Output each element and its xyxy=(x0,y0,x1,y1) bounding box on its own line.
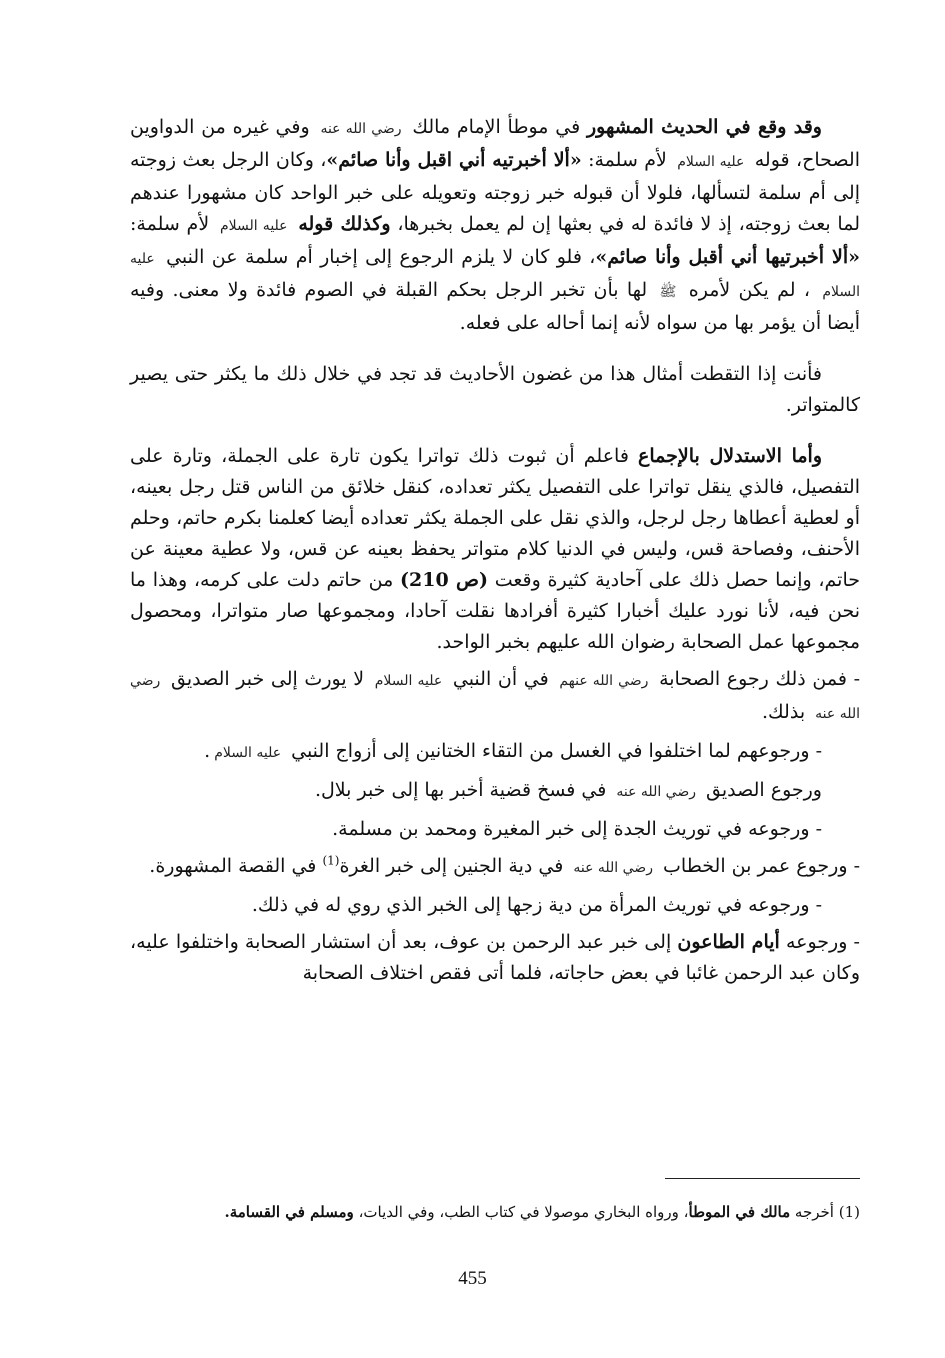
bold-phrase: مالك في الموطأ xyxy=(688,1203,791,1221)
honorific-symbol: عليه السلام xyxy=(677,154,745,170)
list-item: - ورجوعه في توريث الجدة إلى خبر المغيرة ومحمد بن مسلمة. xyxy=(332,818,822,840)
bold-quote: «ألا أخبرتيه أني اقبل وأنا صائم» xyxy=(326,149,582,171)
list-item: ورجوع الصديق رضي الله عنه في فسخ قضية أخبر بها إلى خبر بلال. xyxy=(314,779,822,801)
honorific-symbol: رضي الله عنه xyxy=(616,784,696,800)
footnote-number: (1) xyxy=(838,1203,860,1221)
list-item: - ورجوعهم لما اختلفوا في الغسل من التقاء الختانين إلى أزواج النبي عليه السلام. xyxy=(204,740,822,762)
list-item: - فمن ذلك رجوع الصحابة رضي الله عنهم في أن النبي عليه السلام لا يورث إلى خبر الصديق رضي الله عنه بذلك. xyxy=(130,668,860,723)
honorific-symbol: رضي الله عنه xyxy=(130,673,860,722)
honorific-symbol: رضي الله عنهم xyxy=(559,673,649,689)
page-number: 455 xyxy=(458,1268,487,1289)
paragraph-tawatur: فأنت إذا التقطت أمثال هذا من غضون الأحاديث قد تجد في خلال ذلك ما يكثر حتى يصير كالمتواتر. xyxy=(130,363,860,416)
footnote: (1) أخرجه مالك في الموطأ، ورواه البخاري موصولا في كتاب الطب، وفي الديات، ومسلم في القسامة. xyxy=(224,1203,860,1221)
list-item: - ورجوع عمر بن الخطاب رضي الله عنه في دية الجنين إلى خبر الغرة$^{(1)}$ في القصة المشهورة. xyxy=(149,853,860,877)
list-item: - ورجوعه أيام الطاعون إلى خبر عبد الرحمن بن عوف، بعد أن استشار الصحابة واختلفوا عليه، وكان عبد الرحمن غائبا في بعض حاجاته، فلما أتى فقص اختلاف الصحابة xyxy=(130,931,860,984)
bold-phrase: ومسلم في القسامة. xyxy=(224,1203,354,1221)
page-body xyxy=(130,112,860,995)
footnote-divider xyxy=(665,1178,860,1179)
honorific-symbol: عليه السلام xyxy=(374,673,443,689)
bold-phrase: وأما الاستدلال بالإجماع xyxy=(638,445,822,467)
bold-phrase: وقد وقع في الحديث المشهور xyxy=(586,116,822,138)
paragraph-hadith: وقد وقع في الحديث المشهور في موطأ الإمام مالك رضي الله عنه وفي غيره من الدواوين الصحاح، قوله عليه السلام لأم سلمة: «ألا أخبرتيه أني اقبل وأنا صائم»، وكان الرجل بعث زوجته إلى أم سلمة لتسألها، فلولا أن قبوله خبر زوجته وتعويله على خبر الواحد كان مشهورا عندهم لما بعث زوجته، إذ لا فائدة له في بعثها إن لم يعمل بخبرها، وكذلك قوله عليه السلام لأم سلمة: «ألا أخبرتيها أني أقبل وأنا صائم»، فلو كان لا يلزم الرجوع إلى إخبار أم سلمة عن النبي عليه السلام ، لم يكن لأمره ﷺ لها بأن تخبر الرجل بحكم القبلة في الصوم فائدة ولا معنى. وفيه أيضا أن يؤمر بها من سواه لأنه إنما أحاله على فعله. xyxy=(130,116,861,334)
bold-quote: «ألا أخبرتيها أني أقبل وأنا صائم» xyxy=(595,246,860,268)
honorific-symbol: ﷺ xyxy=(659,284,677,300)
honorific-symbol: رضي الله عنه xyxy=(573,860,653,876)
honorific-symbol: عليه السلام xyxy=(130,251,861,300)
honorific-symbol: عليه السلام xyxy=(214,745,282,761)
honorific-symbol: رضي الله عنه xyxy=(320,121,402,137)
bold-phrase: أيام الطاعون xyxy=(677,931,780,953)
footnote-marker[interactable]: (1) xyxy=(322,853,340,868)
page-reference: (ص 210) xyxy=(400,569,488,591)
honorific-symbol: عليه السلام xyxy=(219,218,288,234)
list-item: - ورجوعه في توريث المرأة من دية زجها إلى الخبر الذي روي له في ذلك. xyxy=(251,894,822,916)
bold-phrase: وكذلك قوله xyxy=(298,213,391,235)
paragraph-ijma: وأما الاستدلال بالإجماع فاعلم أن ثبوت ذلك تواترا يكون تارة على الجملة، وتارة على التفصيل، فالذي ينقل تواترا على التفصيل يكثر تعداده، كنقل خلائق من الناس قتل رجل بعينه، أو لعطية أعطاها رجل لرجل، والذي نقل على الجملة يكثر تعداده أيضا كعلمنا بكرم حاتم، وحلم الأحنف، وفصاحة قس، وليس في الدنيا كلام متواتر يحفظ بعينه عن قس، ولا عطية معينة عن حاتم، وإنما حصل ذلك على آحادية كثيرة وقعت (ص 210) من حاتم دلت على كرمه، وهذا ما نحن فيه، لأنا نورد عليك أخبارا كثيرة أفرادها نقلت آحادا، ومجموعها صار متواترا، ومحصول مجموعها عمل الصحابة رضوان الله عليهم بخبر الواحد. xyxy=(130,445,861,653)
